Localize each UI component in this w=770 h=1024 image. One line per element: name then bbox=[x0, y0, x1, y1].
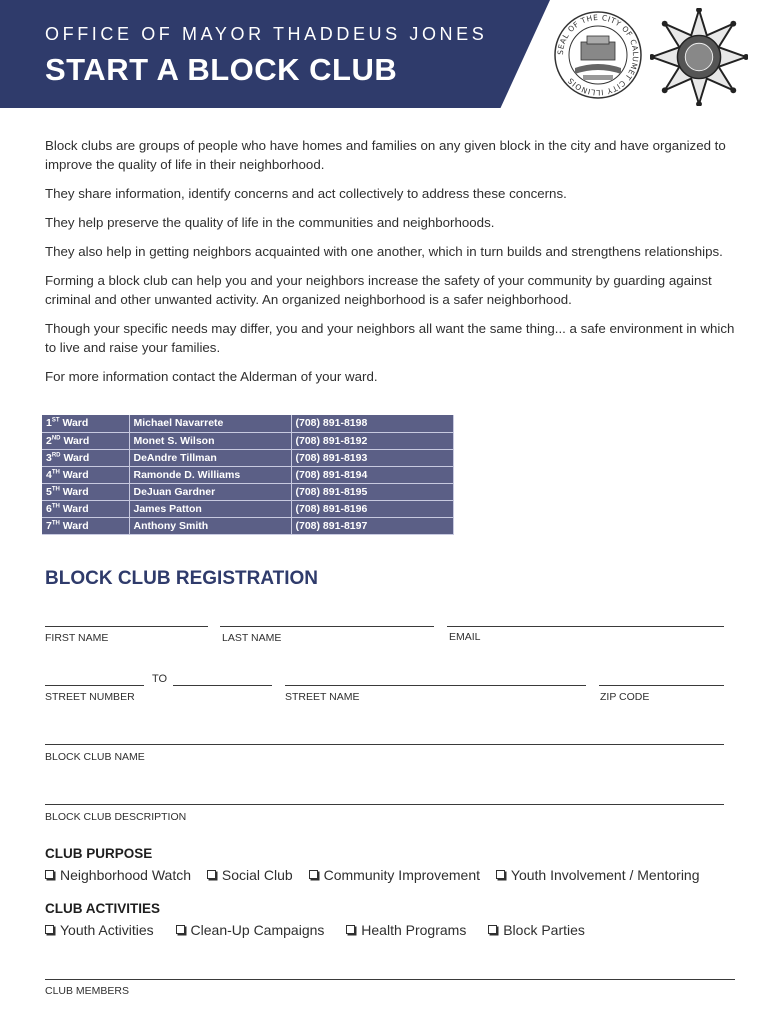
social-club-checkbox[interactable]: Social Club bbox=[207, 867, 293, 883]
office-title: OFFICE OF MAYOR THADDEUS JONES bbox=[45, 24, 488, 44]
first-name-label: FIRST NAME bbox=[45, 632, 109, 644]
ward-cell: 1ST Ward bbox=[42, 415, 129, 432]
police-star-icon bbox=[650, 8, 748, 106]
club-activities-options bbox=[45, 921, 597, 938]
zip-code-label: ZIP CODE bbox=[600, 691, 650, 703]
club-members-label: CLUB MEMBERS bbox=[45, 985, 130, 997]
intro-paragraph: They also help in getting neighbors acquainted with one another, which in turn builds and strengthens relationships. bbox=[45, 244, 723, 259]
block-club-description-label: BLOCK CLUB DESCRIPTION bbox=[45, 811, 187, 823]
city-seal-icon bbox=[553, 10, 643, 100]
street-number-label: STREET NUMBER bbox=[45, 691, 135, 703]
ward-cell: 2ND Ward bbox=[42, 432, 129, 449]
alderman-name: DeJuan Gardner bbox=[129, 483, 291, 500]
club-purpose-options bbox=[45, 866, 712, 883]
alderman-name: Michael Navarrete bbox=[129, 415, 291, 432]
zip-code-field[interactable] bbox=[599, 685, 724, 686]
community-improvement-checkbox[interactable]: Community Improvement bbox=[309, 867, 480, 883]
intro-paragraph: They help preserve the quality of life in the communities and neighborhoods. bbox=[45, 215, 495, 230]
street-number-from-field[interactable] bbox=[45, 685, 144, 686]
last-name-field[interactable] bbox=[220, 626, 434, 627]
intro-paragraph: Though your specific needs may differ, you and your neighbors all want the same thing... a safe environment in which to live and raise your families. bbox=[45, 321, 735, 355]
alderman-name: James Patton bbox=[129, 500, 291, 517]
youth-activities-checkbox[interactable]: Youth Activities bbox=[45, 922, 154, 938]
alderman-phone: (708) 891-8196 bbox=[291, 500, 454, 517]
alderman-name: DeAndre Tillman bbox=[129, 449, 291, 466]
table-row bbox=[42, 466, 454, 483]
ward-cell: 5TH Ward bbox=[42, 483, 129, 500]
checkbox-icon bbox=[346, 925, 355, 934]
street-number-to-field[interactable] bbox=[173, 685, 272, 686]
block-club-name-field[interactable] bbox=[45, 744, 724, 745]
alderman-name: Ramonde D. Williams bbox=[129, 466, 291, 483]
to-label: TO bbox=[152, 673, 168, 685]
checkbox-icon bbox=[45, 870, 54, 879]
intro-paragraph: For more information contact the Alderman of your ward. bbox=[45, 369, 378, 384]
intro-paragraph: Forming a block club can help you and your neighbors increase the safety of your community by guarding against criminal and other unwanted activity. An organized neighborhood is a safer neighborhood. bbox=[45, 273, 712, 307]
alderman-name: Monet S. Wilson bbox=[129, 432, 291, 449]
alderman-phone: (708) 891-8194 bbox=[291, 466, 454, 483]
alderman-name: Anthony Smith bbox=[129, 517, 291, 534]
first-name-field[interactable] bbox=[45, 626, 208, 627]
checkbox-icon bbox=[207, 870, 216, 879]
intro-paragraph: They share information, identify concerns and act collectively to address these concerns. bbox=[45, 186, 567, 201]
checkbox-icon bbox=[45, 925, 54, 934]
page-title: START A BLOCK CLUB bbox=[45, 52, 398, 87]
alderman-phone: (708) 891-8192 bbox=[291, 432, 454, 449]
block-club-description-field[interactable] bbox=[45, 804, 724, 805]
table-row bbox=[42, 432, 454, 449]
health-programs-checkbox[interactable]: Health Programs bbox=[346, 922, 466, 938]
table-row bbox=[42, 517, 454, 534]
intro-paragraph: Block clubs are groups of people who have homes and families on any given block in the city and have organized to improve the quality of life in their neighborhood. bbox=[45, 138, 726, 172]
alderman-table bbox=[42, 415, 454, 535]
table-row bbox=[42, 500, 454, 517]
table-row bbox=[42, 483, 454, 500]
alderman-phone: (708) 891-8195 bbox=[291, 483, 454, 500]
street-name-label: STREET NAME bbox=[285, 691, 360, 703]
youth-involvement-checkbox[interactable]: Youth Involvement / Mentoring bbox=[496, 867, 700, 883]
clean-up-campaigns-checkbox[interactable]: Clean-Up Campaigns bbox=[176, 922, 325, 938]
table-row bbox=[42, 415, 454, 432]
checkbox-icon bbox=[176, 925, 185, 934]
ward-cell: 4TH Ward bbox=[42, 466, 129, 483]
checkbox-icon bbox=[496, 870, 505, 879]
block-parties-checkbox[interactable]: Block Parties bbox=[488, 922, 585, 938]
registration-title: BLOCK CLUB REGISTRATION bbox=[45, 568, 319, 589]
ward-cell: 3RD Ward bbox=[42, 449, 129, 466]
alderman-phone: (708) 891-8193 bbox=[291, 449, 454, 466]
ward-cell: 6TH Ward bbox=[42, 500, 129, 517]
ward-cell: 7TH Ward bbox=[42, 517, 129, 534]
neighborhood-watch-checkbox[interactable]: Neighborhood Watch bbox=[45, 867, 191, 883]
street-name-field[interactable] bbox=[285, 685, 586, 686]
checkbox-icon bbox=[488, 925, 497, 934]
email-label: EMAIL bbox=[449, 631, 481, 643]
svg-text:SEAL OF THE CITY OF CALUMET CI: SEAL OF THE CITY OF CALUMET CITY ILLINOIS bbox=[555, 12, 641, 98]
club-members-field[interactable] bbox=[45, 979, 735, 980]
email-field[interactable] bbox=[447, 626, 724, 627]
checkbox-icon bbox=[309, 870, 318, 879]
alderman-phone: (708) 891-8198 bbox=[291, 415, 454, 432]
alderman-phone: (708) 891-8197 bbox=[291, 517, 454, 534]
block-club-name-label: BLOCK CLUB NAME bbox=[45, 751, 145, 763]
table-row bbox=[42, 449, 454, 466]
club-activities-title: CLUB ACTIVITIES bbox=[45, 901, 161, 916]
last-name-label: LAST NAME bbox=[222, 632, 282, 644]
club-purpose-title: CLUB PURPOSE bbox=[45, 846, 153, 861]
intro-text bbox=[45, 136, 735, 396]
